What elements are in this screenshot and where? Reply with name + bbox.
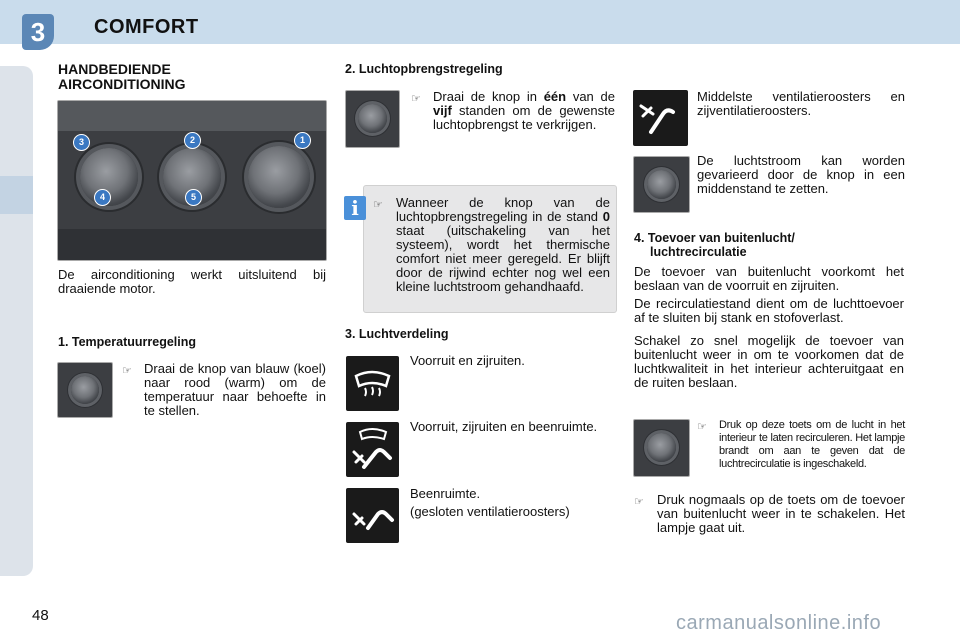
bullet-icon: ☞: [411, 93, 421, 105]
info-icon: i: [344, 196, 366, 220]
section4-heading: 4. Toevoer van buitenlucht/: [634, 231, 795, 245]
windscreen-and-feet-icon: [346, 422, 399, 477]
knob-text: De luchtstroom kan worden gevarieerd door de knop in een middenstand te zetten.: [697, 153, 905, 196]
airflow-knob-middle-photo: [633, 156, 690, 213]
section4-p3: Schakel zo snel mogelijk de toevoer van buitenlucht weer in om te voorkomen dat de luchtkwaliteit in het interieur achteruitgaat en de ruiten beslaan.: [634, 333, 904, 390]
side-bar: [0, 66, 33, 576]
aircon-panel-photo: [57, 100, 327, 261]
section3-heading: 3. Luchtverdeling: [345, 327, 449, 341]
airflow-option-note: (gesloten ventilatieroosters): [410, 504, 570, 519]
vents-text: Middelste ventilatieroosters en zijventilatieroosters.: [697, 89, 905, 118]
photo-badge-5: 5: [185, 189, 202, 206]
temperature-knob-photo: [57, 362, 113, 418]
feet-icon: [346, 488, 399, 543]
windscreen-defrost-icon: [346, 356, 399, 411]
airflow-option-label: Beenruimte.: [410, 486, 481, 501]
section1-heading: 1. Temperatuurregeling: [58, 335, 196, 349]
section4-p1: De toevoer van buitenlucht voorkomt het beslaan van de voorruit en zijruiten.: [634, 264, 904, 293]
section4-p2: De recirculatiestand dient om de luchttoevoer af te sluiten bij stank en stofoverlast.: [634, 296, 904, 325]
page-title: COMFORT: [94, 16, 199, 38]
main-heading: HANDBEDIENDE AIRCONDITIONING: [58, 61, 186, 92]
airflow-knob-photo: [345, 90, 400, 148]
bullet-icon: ☞: [122, 365, 132, 377]
watermark: carmanualsonline.info: [676, 612, 882, 634]
photo-badge-2: 2: [184, 132, 201, 149]
photo-badge-1: 1: [294, 132, 311, 149]
bullet-icon: ☞: [373, 199, 383, 211]
photo-badge-3: 3: [73, 134, 90, 151]
section1-text: Draai de knop van blauw (koel) naar rood (warm) om de temperatuur naar behoefte in te stellen.: [144, 361, 326, 418]
face-vents-icon: [633, 90, 688, 146]
intro-text: De airconditioning werkt uitsluitend bij draaiende motor.: [58, 267, 326, 296]
page-number: 48: [32, 607, 49, 624]
chapter-number: 3: [22, 14, 54, 50]
bullet-icon: ☞: [634, 496, 644, 508]
info-text: Wanneer de knop van de luchtopbrengstregeling in de stand 0 staat (uitschakeling van het systeem), wordt het thermische comfort niet meer geregeld. Er blijft door de rijwind echter nog wel een kleine luchtstroom gehandhaafd.: [396, 195, 610, 294]
photo-badge-4: 4: [94, 189, 111, 206]
section2-heading: 2. Luchtopbrengstregeling: [345, 62, 503, 76]
section4-heading-line2: luchtrecirculatie: [650, 245, 747, 259]
recirculation-text: Druk op deze toets om de lucht in het interieur te laten recirculeren. Het lampje brandt om aan te geven dat de luchtrecirculatie is ingeschakeld.: [719, 419, 905, 470]
airflow-option-label: Voorruit, zijruiten en beenruimte.: [410, 419, 598, 434]
section2-text: Draai de knop in één van de vijf standen om de gewenste luchtopbrengst te verkrijgen.: [433, 89, 615, 132]
bullet-icon: ☞: [697, 421, 707, 433]
side-tab: [0, 176, 33, 214]
recirculation-button-photo: [633, 419, 690, 477]
final-text: Druk nogmaals op de toets om de toevoer van buitenlucht weer in te schakelen. Het lampje gaat uit.: [657, 492, 905, 535]
airflow-option-label: Voorruit en zijruiten.: [410, 353, 525, 368]
